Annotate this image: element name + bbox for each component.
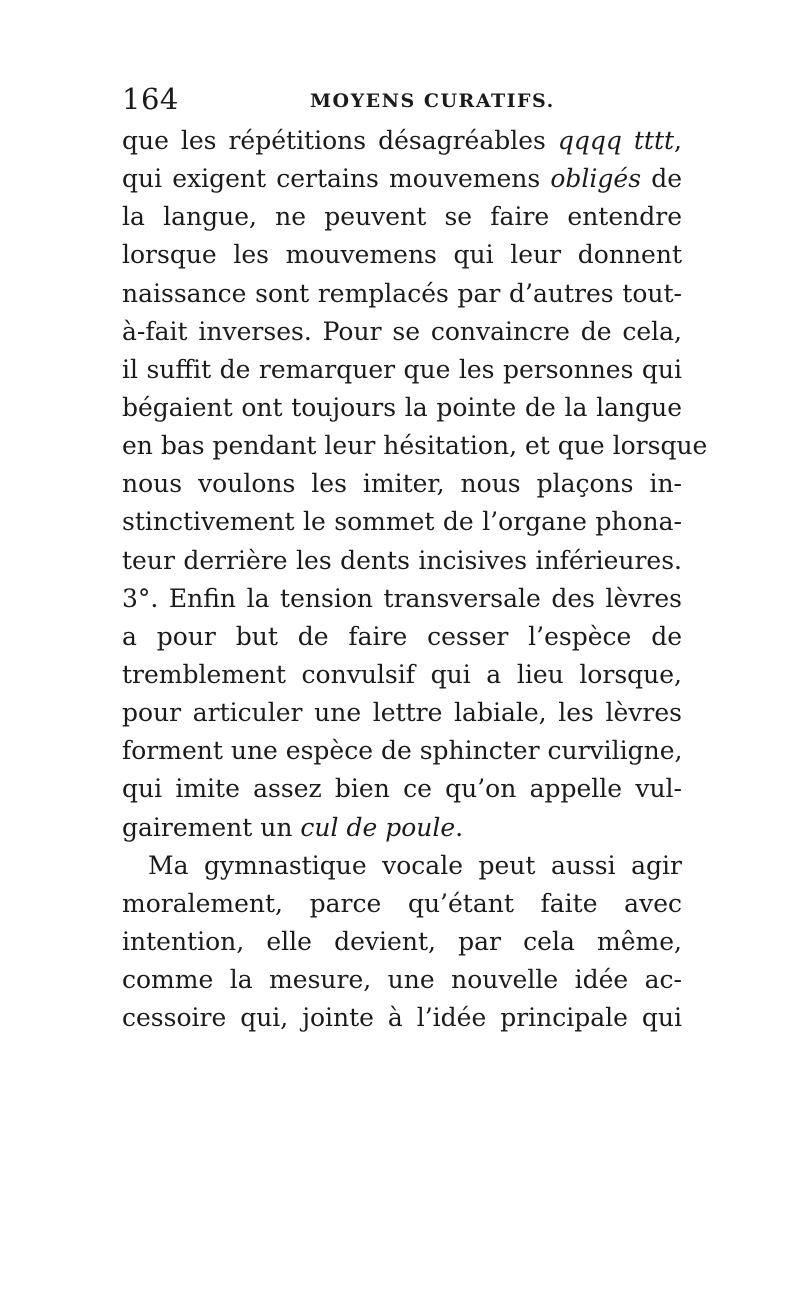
text-line: nous voulons les imiter, nous plaçons in-: [122, 469, 682, 499]
body-text: [122, 122, 708, 1037]
text-line: qui imite assez bien ce qu’on appelle vul-: [122, 774, 682, 804]
text-line: tremblement convulsif qui a lieu lorsque,: [122, 659, 682, 689]
text-line: il suffit de remarquer que les personnes qui: [122, 354, 682, 384]
text-line: en bas pendant leur hésitation, et que lorsque: [122, 431, 708, 461]
page-number: 164: [122, 82, 179, 116]
text-line: gairement un cul de poule.: [122, 812, 464, 842]
text-line: naissance sont remplacés par d’autres tout-: [122, 278, 682, 308]
text-line: teur derrière les dents incisives inférieures.: [122, 545, 682, 575]
text-line: cessoire qui, jointe à l’idée principale qui: [122, 1003, 682, 1033]
text-line: 3°. Enfin la tension transversale des lèvres: [122, 583, 682, 613]
text-line: stinctivement le sommet de l’organe phona-: [122, 507, 682, 537]
running-title: MOYENS CURATIFS.: [310, 90, 555, 112]
text-line: moralement, parce qu’étant faite avec: [122, 888, 682, 918]
paragraph-start-line: Ma gymnastique vocale peut aussi agir: [148, 850, 682, 880]
text-line: comme la mesure, une nouvelle idée ac-: [122, 965, 682, 995]
page-header: [122, 80, 682, 120]
text-line: que les répétitions désagréables qqqq tttt,: [122, 126, 682, 155]
text-line: intention, elle devient, par cela même,: [122, 926, 682, 956]
text-line: a pour but de faire cesser l’espèce de: [122, 621, 682, 651]
text-line: pour articuler une lettre labiale, les lèvres: [122, 698, 682, 728]
text-line: la langue, ne peuvent se faire entendre: [122, 202, 682, 232]
text-line: à-fait inverses. Pour se convaincre de cela,: [122, 316, 682, 346]
text-line: qui exigent certains mouvemens obligés de: [122, 164, 682, 194]
text-line: bégaient ont toujours la pointe de la langue: [122, 392, 682, 422]
text-line: forment une espèce de sphincter curviligne,: [122, 736, 683, 766]
text-line: lorsque les mouvemens qui leur donnent: [122, 240, 682, 270]
